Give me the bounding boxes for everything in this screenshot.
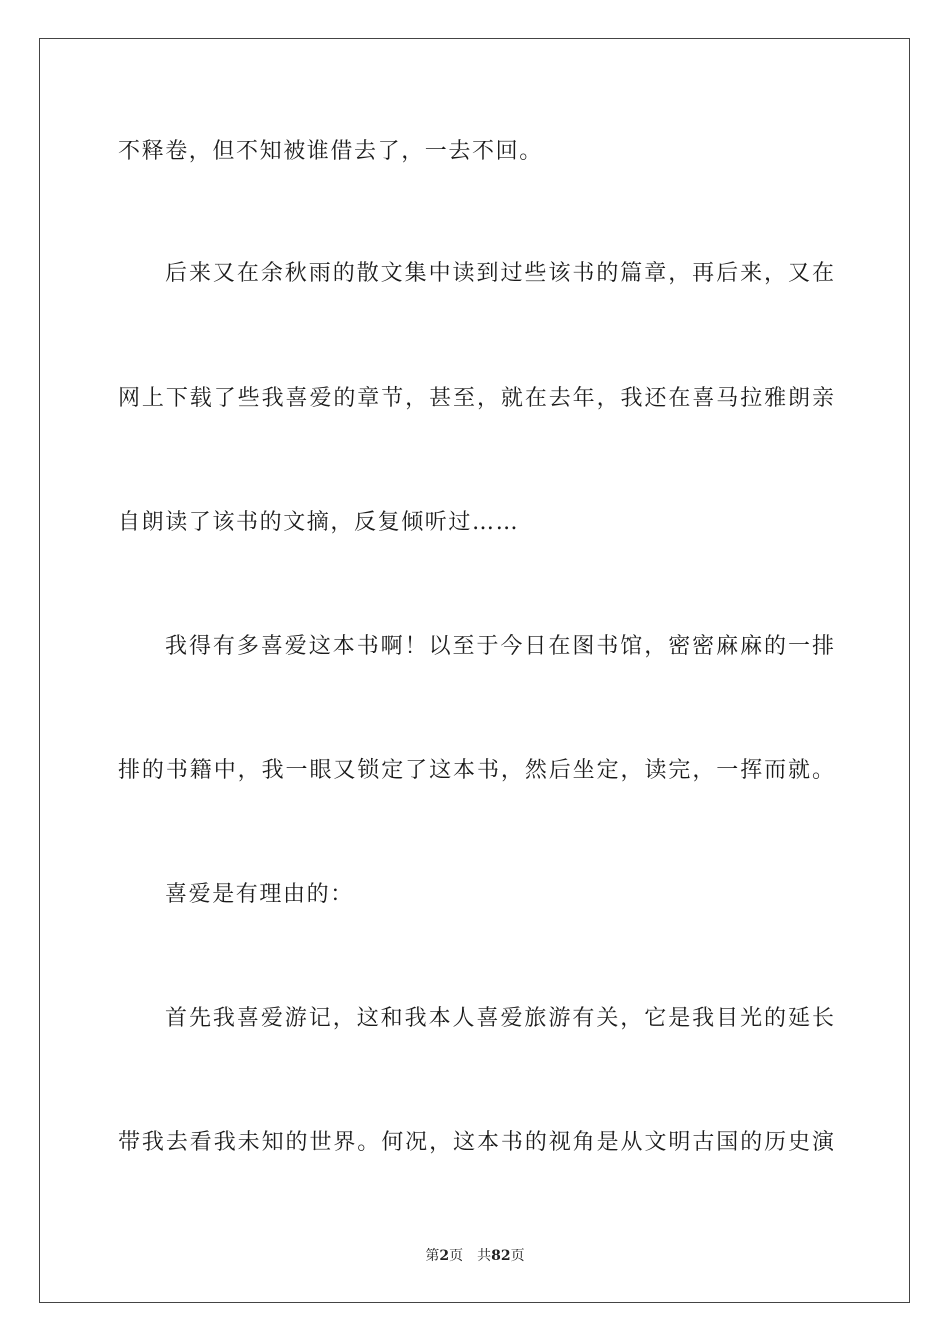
text-line-7: 喜爱是有理由的： [165,882,354,907]
text-line-2: 后来又在余秋雨的散文集中读到过些该书的篇章，再后来，又在 [165,261,834,286]
text-line-9: 带我去看我未知的世界。何况，这本书的视角是从文明古国的历史演 [118,1130,834,1155]
page-border [39,38,910,1303]
text-line-6: 排的书籍中，我一眼又锁定了这本书，然后坐定，读完，一挥而就。 [118,758,834,783]
footer-page-suffix: 页 [449,1248,464,1264]
text-line-1: 不释卷，但不知被谁借去了，一去不回。 [118,139,543,164]
footer-page-number: 2 [439,1248,450,1264]
page-footer [0,1246,950,1266]
text-line-8: 首先我喜爱游记，这和我本人喜爱旅游有关，它是我目光的延长 [165,1006,834,1031]
footer-total-prefix: 共 [477,1248,492,1264]
footer-total-suffix: 页 [510,1248,525,1264]
text-line-3: 网上下载了些我喜爱的章节，甚至，就在去年，我还在喜马拉雅朗亲 [118,386,834,411]
text-line-5: 我得有多喜爱这本书啊！以至于今日在图书馆，密密麻麻的一排 [165,634,834,659]
text-line-4: 自朗读了该书的文摘，反复倾听过…… [118,510,520,535]
footer-page-prefix: 第 [425,1248,440,1264]
footer-total-pages: 82 [491,1248,511,1264]
